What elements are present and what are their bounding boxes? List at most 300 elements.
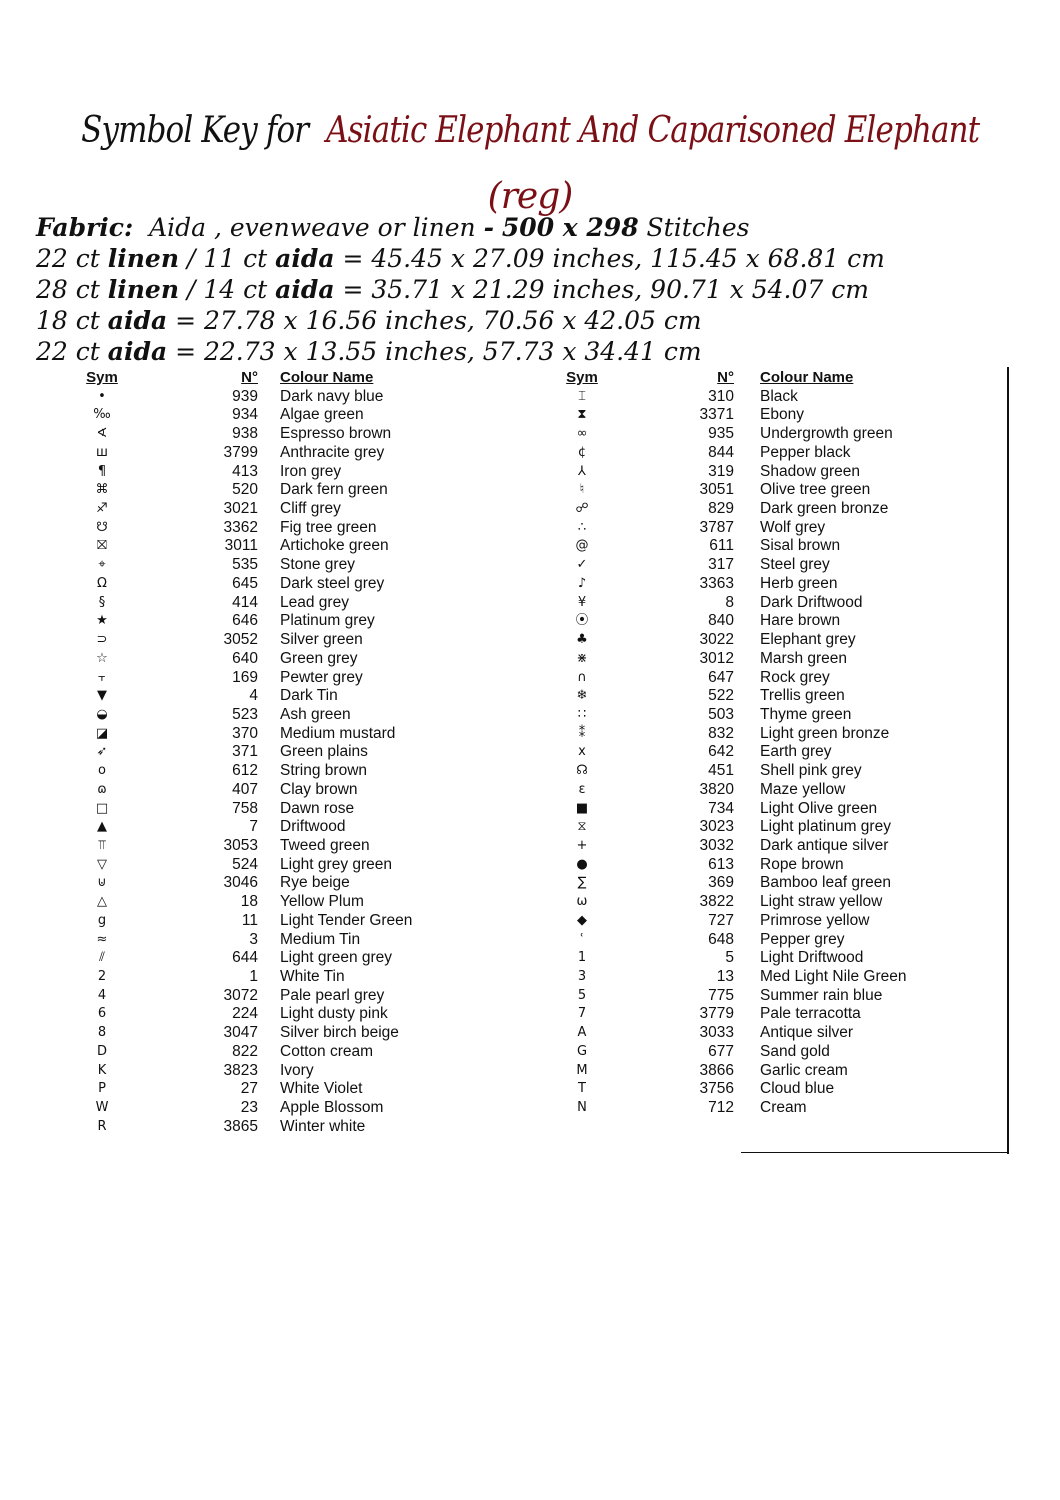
- table-row: [552, 406, 972, 425]
- colour-name: Cloud blue: [760, 1080, 835, 1098]
- colour-name: Garlic cream: [760, 1061, 848, 1079]
- colour-name: Fig tree green: [280, 518, 377, 536]
- table-row: [72, 481, 492, 500]
- size-count: 28 ct: [36, 275, 100, 304]
- symbol-glyph: 1: [577, 950, 587, 966]
- size-line: [36, 274, 885, 305]
- title-suffix: (reg): [487, 176, 573, 217]
- table-row: [552, 481, 972, 500]
- colour-number: 5: [725, 949, 734, 967]
- size-equals: =: [342, 244, 364, 273]
- title-prefix: Symbol Key for: [80, 110, 309, 151]
- table-row: [552, 987, 972, 1006]
- table-header: [72, 369, 492, 388]
- table-row: [552, 725, 972, 744]
- table-row: [72, 575, 492, 594]
- colour-name: Clay brown: [280, 780, 358, 798]
- colour-name: Cream: [760, 1099, 807, 1117]
- symbol-glyph: ✓: [576, 557, 588, 573]
- table-row: [552, 500, 972, 519]
- colour-number: 939: [232, 387, 258, 405]
- colour-number: 522: [708, 687, 734, 705]
- symbol-glyph: T: [578, 1081, 586, 1097]
- colour-number: 535: [232, 556, 258, 574]
- size-equals: =: [175, 306, 197, 335]
- colour-number: 844: [708, 443, 734, 461]
- table-row: [72, 1118, 492, 1137]
- table-border-bottom: [741, 1152, 1009, 1153]
- table-row: [552, 388, 972, 407]
- colour-number: 3363: [699, 574, 734, 592]
- colour-name: Summer rain blue: [760, 986, 883, 1004]
- table-row: [552, 949, 972, 968]
- symbol-glyph: ¥: [577, 594, 587, 610]
- colour-name: Marsh green: [760, 649, 848, 667]
- table-row: [72, 706, 492, 725]
- size-dimensions: 27.78 x 16.56 inches, 70.56 x 42.05 cm: [204, 306, 702, 335]
- colour-name: Light platinum grey: [760, 818, 891, 836]
- colour-name: Undergrowth green: [760, 425, 893, 443]
- symbol-glyph: o: [98, 763, 106, 779]
- colour-number: 3787: [699, 518, 734, 536]
- colour-name: Pepper grey: [760, 930, 845, 948]
- symbol-glyph: ∩: [577, 669, 587, 685]
- colour-number: 3779: [699, 1005, 734, 1023]
- colour-number: 648: [708, 930, 734, 948]
- table-row: [72, 1043, 492, 1062]
- colour-number: 840: [708, 612, 734, 630]
- table-row: [552, 519, 972, 538]
- table-row: [552, 893, 972, 912]
- table-row: [552, 781, 972, 800]
- fabric-label: Fabric:: [36, 213, 134, 242]
- table-row: [72, 743, 492, 762]
- colour-name: Hare brown: [760, 612, 841, 630]
- colour-name: Tweed green: [280, 836, 370, 854]
- table-row: [552, 1024, 972, 1043]
- colour-name: Dark navy blue: [280, 387, 384, 405]
- colour-name: Rope brown: [760, 855, 844, 873]
- table-header: [552, 369, 972, 388]
- colour-name: Light Driftwood: [760, 949, 864, 967]
- colour-name: Pewter grey: [280, 668, 363, 686]
- size-fabric: linen: [107, 275, 180, 304]
- size-count: 11 ct: [203, 244, 268, 273]
- colour-number: 369: [708, 874, 734, 892]
- table-row: [72, 650, 492, 669]
- table-row: [72, 1024, 492, 1043]
- table-body-right: [552, 388, 972, 1118]
- colour-name: Light green bronze: [760, 724, 890, 742]
- size-dimensions: 45.45 x 27.09 inches, 115.45 x 68.81 cm: [371, 244, 885, 273]
- colour-name: Rock grey: [760, 668, 830, 686]
- symbol-table-right: [552, 369, 972, 1118]
- symbol-glyph: ʿ: [580, 931, 584, 947]
- colour-number: 3362: [223, 518, 258, 536]
- symbol-table-left: [72, 369, 492, 1136]
- table-row: [72, 631, 492, 650]
- colour-name: Sand gold: [760, 1042, 830, 1060]
- table-row: [552, 463, 972, 482]
- colour-name: Bamboo leaf green: [760, 874, 891, 892]
- table-row: [72, 800, 492, 819]
- symbol-glyph: ⁑: [578, 725, 586, 741]
- table-row: [552, 931, 972, 950]
- table-row: [72, 519, 492, 538]
- table-row: [72, 687, 492, 706]
- table-row: [552, 800, 972, 819]
- colour-number: 3047: [223, 1024, 258, 1042]
- symbol-glyph: §: [98, 594, 106, 610]
- table-row: [72, 406, 492, 425]
- colour-number: 647: [708, 668, 734, 686]
- table-row: [72, 1062, 492, 1081]
- table-row: [552, 1062, 972, 1081]
- symbol-glyph: •: [98, 388, 106, 404]
- symbol-glyph: ♪: [577, 575, 587, 591]
- colour-name: Light dusty pink: [280, 1005, 388, 1023]
- colour-name: String brown: [280, 762, 368, 780]
- colour-number: 3: [249, 930, 258, 948]
- page-title: [0, 98, 1060, 230]
- colour-number: 934: [232, 406, 258, 424]
- colour-name: Medium mustard: [280, 724, 396, 742]
- table-row: [552, 575, 972, 594]
- symbol-glyph: ●: [576, 856, 588, 872]
- colour-number: 3866: [699, 1061, 734, 1079]
- colour-number: 523: [232, 705, 258, 723]
- symbol-glyph: ⌘: [95, 482, 109, 498]
- table-row: [72, 1005, 492, 1024]
- colour-number: 520: [232, 481, 258, 499]
- colour-name: Medium Tin: [280, 930, 361, 948]
- symbol-glyph: D: [96, 1043, 107, 1059]
- header-number: N°: [241, 369, 258, 386]
- colour-number: 13: [716, 968, 734, 985]
- colour-name: Stone grey: [280, 556, 355, 574]
- colour-name: Light green grey: [280, 949, 393, 967]
- colour-number: 451: [708, 762, 734, 780]
- colour-number: 3865: [223, 1117, 258, 1135]
- symbol-glyph: ⊍: [97, 875, 107, 891]
- colour-name: Dark fern green: [280, 481, 388, 499]
- table-row: [72, 912, 492, 931]
- size-equals: =: [342, 275, 364, 304]
- symbol-glyph: ⋇: [576, 650, 588, 666]
- table-row: [72, 874, 492, 893]
- symbol-glyph: ⌶: [578, 388, 586, 404]
- colour-name: Dark steel grey: [280, 574, 385, 592]
- symbol-glyph: ‰: [93, 407, 111, 423]
- colour-number: 829: [708, 500, 734, 518]
- colour-number: 3822: [699, 893, 734, 911]
- title-pattern-name: Asiatic Elephant And Caparisoned Elephant: [325, 110, 980, 151]
- colour-name: Apple Blossom: [280, 1099, 384, 1117]
- table-row: [72, 725, 492, 744]
- colour-number: 319: [708, 462, 734, 480]
- table-row: [552, 743, 972, 762]
- colour-name: Cliff grey: [280, 500, 341, 518]
- colour-number: 407: [232, 780, 258, 798]
- colour-number: 712: [708, 1099, 734, 1117]
- symbol-glyph: A: [577, 1025, 587, 1041]
- size-fabric: aida: [107, 337, 168, 366]
- symbol-glyph: ∴: [577, 519, 587, 535]
- size-fabric: aida: [275, 275, 335, 304]
- size-count: 22 ct: [36, 337, 100, 366]
- table-row: [72, 556, 492, 575]
- colour-name: Dark Driftwood: [760, 593, 863, 611]
- colour-number: 3820: [699, 780, 734, 798]
- table-border-right: [1007, 367, 1009, 1154]
- symbol-glyph: Ω: [97, 575, 107, 591]
- symbol-glyph: ♮: [579, 482, 585, 498]
- symbol-glyph: ▼: [97, 688, 107, 704]
- colour-name: Shell pink grey: [760, 762, 862, 780]
- title-line-main: [0, 98, 1060, 164]
- colour-name: White Tin: [280, 968, 345, 985]
- table-row: [552, 837, 972, 856]
- size-line: [36, 243, 885, 274]
- colour-number: 317: [708, 556, 734, 574]
- symbol-glyph: ⫪: [98, 837, 106, 853]
- colour-name: Green plains: [280, 743, 368, 761]
- symbol-glyph: ⛝: [97, 538, 107, 554]
- colour-number: 27: [240, 1080, 258, 1098]
- table-row: [72, 818, 492, 837]
- colour-number: 3823: [223, 1061, 258, 1079]
- symbol-glyph: N: [577, 1100, 587, 1116]
- colour-name: Dawn rose: [280, 799, 355, 817]
- colour-number: 371: [232, 743, 258, 761]
- symbol-glyph: ◒: [96, 706, 108, 722]
- table-row: [552, 874, 972, 893]
- table-row: [72, 781, 492, 800]
- title-line-main-inner: [81, 98, 979, 164]
- colour-name: Silver green: [280, 631, 363, 649]
- table-row: [72, 463, 492, 482]
- symbol-glyph: ⧖: [577, 819, 587, 835]
- colour-number: 935: [708, 425, 734, 443]
- colour-name: Espresso brown: [280, 425, 392, 443]
- colour-number: 3799: [223, 443, 258, 461]
- symbol-glyph: 8: [97, 1025, 107, 1041]
- symbol-glyph: ☋: [96, 519, 108, 535]
- symbol-glyph: ★: [96, 613, 108, 629]
- colour-number: 3371: [699, 406, 734, 424]
- colour-number: 310: [708, 387, 734, 405]
- table-row: [72, 537, 492, 556]
- size-fabric: aida: [275, 244, 335, 273]
- symbol-glyph: ɛ: [578, 781, 586, 797]
- table-row: [72, 612, 492, 631]
- colour-name: Dark Tin: [280, 687, 338, 705]
- table-row: [552, 856, 972, 875]
- colour-number: 3051: [699, 481, 734, 499]
- size-equals: =: [175, 337, 197, 366]
- colour-number: 3072: [223, 986, 258, 1004]
- colour-number: 224: [232, 1005, 258, 1023]
- symbol-glyph: R: [97, 1118, 107, 1134]
- size-count: 18 ct: [36, 306, 100, 335]
- symbol-glyph: ∷: [577, 706, 587, 722]
- colour-name: Yellow Plum: [280, 893, 364, 911]
- colour-name: Anthracite grey: [280, 443, 385, 461]
- symbol-glyph: ◆: [577, 912, 587, 928]
- colour-number: 644: [232, 949, 258, 967]
- colour-name: Ivory: [280, 1061, 314, 1079]
- colour-name: Elephant grey: [760, 631, 856, 649]
- colour-number: 524: [232, 855, 258, 873]
- table-row: [72, 500, 492, 519]
- colour-name: Green grey: [280, 649, 358, 667]
- colour-number: 3053: [223, 836, 258, 854]
- header-number: N°: [717, 369, 734, 386]
- size-line: [36, 336, 885, 367]
- colour-name: White Violet: [280, 1080, 363, 1098]
- symbol-glyph: 6: [97, 1006, 107, 1022]
- colour-name: Primrose yellow: [760, 911, 870, 929]
- table-row: [72, 1099, 492, 1118]
- symbol-glyph: M: [576, 1062, 588, 1078]
- symbol-glyph: 5: [577, 987, 587, 1003]
- colour-name: Light straw yellow: [760, 893, 883, 911]
- colour-name: Light grey green: [280, 855, 393, 873]
- symbol-glyph: K: [97, 1062, 107, 1078]
- size-separator: /: [186, 275, 196, 304]
- colour-number: 677: [708, 1042, 734, 1060]
- fabric-dash: -: [483, 213, 494, 242]
- colour-number: 8: [725, 593, 734, 611]
- size-count: 22 ct: [36, 244, 100, 273]
- table-row: [72, 949, 492, 968]
- colour-name: Silver birch beige: [280, 1024, 399, 1042]
- symbol-glyph: △: [97, 894, 107, 910]
- colour-number: 640: [232, 649, 258, 667]
- table-row: [72, 1080, 492, 1099]
- colour-number: 3021: [223, 500, 258, 518]
- colour-number: 23: [240, 1099, 258, 1117]
- colour-number: 775: [708, 986, 734, 1004]
- size-line: [36, 305, 885, 336]
- colour-number: 612: [232, 762, 258, 780]
- colour-number: 4: [249, 687, 258, 705]
- colour-number: 3046: [223, 874, 258, 892]
- colour-name: Shadow green: [760, 462, 860, 480]
- fabric-specs: [36, 212, 885, 367]
- table-row: [552, 968, 972, 987]
- symbol-glyph: 2: [97, 969, 107, 984]
- table-body-left: [72, 388, 492, 1137]
- colour-number: 7: [249, 818, 258, 836]
- symbol-glyph: ▲: [97, 819, 107, 835]
- colour-number: 3022: [699, 631, 734, 649]
- table-row: [72, 594, 492, 613]
- colour-number: 3011: [224, 537, 258, 555]
- colour-number: 642: [708, 743, 734, 761]
- symbol-glyph: ∞: [576, 426, 588, 442]
- table-row: [552, 1043, 972, 1062]
- colour-name: Rye beige: [280, 874, 350, 892]
- colour-name: Pepper black: [760, 443, 851, 461]
- colour-number: 832: [708, 724, 734, 742]
- symbol-glyph: +: [576, 837, 588, 853]
- symbol-glyph: ⌖: [98, 557, 106, 573]
- size-count: 14 ct: [203, 275, 268, 304]
- colour-number: 414: [232, 593, 258, 611]
- table-row: [552, 762, 972, 781]
- colour-number: 1: [249, 968, 258, 985]
- symbol-glyph: ⧗: [577, 407, 587, 423]
- colour-number: 11: [241, 911, 258, 929]
- size-dimensions: 35.71 x 21.29 inches, 90.71 x 54.07 cm: [371, 275, 869, 304]
- colour-number: 727: [708, 911, 734, 929]
- colour-number: 18: [240, 893, 258, 911]
- colour-name: Light Tender Green: [280, 911, 413, 929]
- symbol-glyph: ☍: [575, 501, 589, 517]
- symbol-glyph: g: [97, 912, 107, 928]
- colour-number: 611: [709, 537, 734, 555]
- symbol-glyph: ω: [576, 894, 588, 910]
- colour-name: Earth grey: [760, 743, 832, 761]
- table-row: [552, 425, 972, 444]
- symbol-glyph: 3: [577, 969, 587, 984]
- symbol-glyph: ♐: [96, 501, 108, 517]
- colour-name: Black: [760, 387, 798, 405]
- colour-name: Driftwood: [280, 818, 346, 836]
- symbol-glyph: @: [575, 538, 589, 554]
- symbol-glyph: ∢: [96, 426, 108, 442]
- symbol-glyph: ¶: [97, 463, 107, 479]
- header-sym: Sym: [86, 369, 118, 386]
- table-row: [72, 893, 492, 912]
- symbol-glyph: P: [98, 1081, 106, 1097]
- symbol-glyph: ш: [96, 444, 108, 460]
- colour-number: 3756: [699, 1080, 734, 1098]
- symbol-glyph: ◪: [95, 725, 109, 741]
- colour-number: 3033: [699, 1024, 734, 1042]
- header-colour-name: Colour Name: [280, 369, 374, 386]
- table-row: [72, 444, 492, 463]
- colour-name: Light Olive green: [760, 799, 878, 817]
- table-row: [552, 687, 972, 706]
- symbol-glyph: ⅄: [578, 463, 586, 479]
- symbol-glyph: ⫟: [98, 669, 106, 685]
- table-row: [72, 762, 492, 781]
- colour-name: Algae green: [280, 406, 364, 424]
- colour-name: Steel grey: [760, 556, 830, 574]
- colour-name: Olive tree green: [760, 481, 871, 499]
- colour-name: Med Light Nile Green: [760, 968, 907, 985]
- size-dimensions: 22.73 x 13.55 inches, 57.73 x 34.41 cm: [204, 337, 702, 366]
- fabric-types: Aida , evenweave or linen: [149, 213, 476, 242]
- symbol-glyph: ➶: [96, 744, 108, 760]
- size-separator: /: [186, 244, 196, 273]
- symbol-glyph: ☆: [96, 650, 108, 666]
- colour-name: Dark antique silver: [760, 836, 889, 854]
- colour-name: Iron grey: [280, 462, 342, 480]
- table-row: [552, 631, 972, 650]
- colour-number: 370: [232, 724, 258, 742]
- symbol-glyph: ☊: [576, 763, 588, 779]
- colour-number: 758: [232, 799, 258, 817]
- colour-name: Pale pearl grey: [280, 986, 385, 1004]
- colour-name: Thyme green: [760, 705, 852, 723]
- symbol-glyph: W: [95, 1100, 109, 1116]
- colour-name: Cotton cream: [280, 1042, 374, 1060]
- colour-number: 3012: [699, 649, 734, 667]
- colour-number: 3032: [699, 836, 734, 854]
